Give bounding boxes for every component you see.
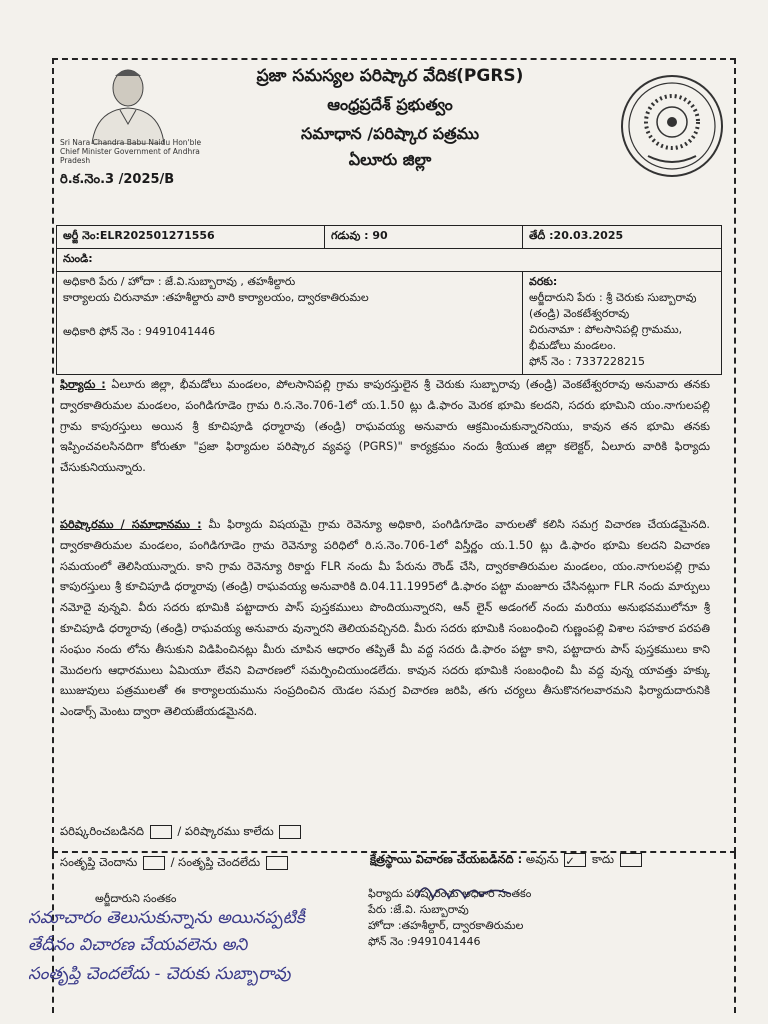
not-resolved-checkbox[interactable]: [279, 825, 301, 839]
handwritten-line-1: సమాచారం తెలుసుకున్నాను అయినప్పటికీ: [28, 908, 305, 928]
petitioner-name: అర్జీదారుని పేరు : శ్రీ చెరుకు సుబ్బారావు (తండ్రి) వెంకటేశ్వరరావు: [529, 291, 697, 320]
resolution-status-row: [60, 824, 303, 841]
complaint-paragraph: [60, 375, 710, 479]
government-seal: [618, 72, 726, 180]
resolution-text: మీ ఫిర్యాదు విషయమై గ్రామ రెవెన్యూ అధికారి, పంగిడిగూడెం వారులతో కలిసి సమగ్ర విచారణ చేయడమైనది. ద్వారకాతిరుమల మండలం, పంగిడిగూడెం గ్రామ రెవెన్యూ పరిధిలో రి.స.నెం.706-1లో విస్తీర్ణం య.1.50 ట్లు డి.ఫారం భూమి కలదని విచారణ సమయంలో తెలిసియున్నారు. కాని గ్రామ రెవెన్యూ రికార్డు FLR నందు మీ పేరును రౌండ్ చేసి, ద్వారకాతిరుమల మండలం, యం.నాగులపల్లి గ్రామ కాపురస్తులు శ్రీ కూచిపూడి ధర్మారావు (తండ్రి) రాఘవయ్య అనువారికి ది.04.11.1995లో డి.ఫారం పట్టా మంజూరు చేసినట్లుగా FLR నందు మార్పులు నమోదై వున్నవి. వీరు సదరు భూమికి పట్టాదారు పాస్ పుస్తకములు పొందియున్నారని, ఆన్ లైన్ అడంగల్ నందు మరియు అనుభవములోనూ శ్రీ కూచిపూడి ధర్మారావు (తండ్రి) రాఘవయ్య అనువారు వున్నారని తెలియవచ్చినది. మీరు సదరు భూమికి సంబంధించి గుణ్ణంపల్లి విశాల సహకార పరపతి సంఘం నందు లోను తీసుకుని విడిపించినట్లు మీరు చూపిన ఆధారం తప్పితే మీ వద్ద సదరు డి.ఫారం పట్టా కాని, పట్టాదారు పాస్ పుస్తకములు కాని మొదలగు ఆధారములు ఏమియూ లేవని విచారణలో సమర్పించియుండలేదు. కావున సదరు భూమికి సంబంధించి మీ వద్ద వున్న యావత్తు హక్కు ఋజువులు పత్రములతో ఈ కార్యాలయమును సంప్రదించిన యెడల సమగ్ర విచారణ జరిపి, తగు చర్యలు తీసుకొనగలవారమని ఫిర్యాదుదారునికి ఎండార్స్ మెంటు ద్వారా తెలియజేయడమైనది.: [60, 518, 710, 719]
satisfied-label: సంతృప్తి చెందాను: [60, 855, 138, 869]
petition-number: అర్జీ నెం:ELR202501271556: [57, 226, 325, 249]
reference-number: రి.క.నెం.3 /2025/B: [60, 172, 175, 187]
officer-sig-designation: హోదా :తహశీల్దార్, ద్వారకాతిరుమల: [368, 919, 524, 932]
petitioner-phone: ఫోన్ నెం : 7337228215: [529, 355, 646, 368]
cm-caption: Sri Nara Chandra Babu Naidu Hon'ble Chief Minister Government of Andhra Pradesh: [60, 138, 202, 165]
officer-signature-label: ఫిర్యాదు పరిష్కరించు అధికారి సంతకం: [368, 887, 532, 900]
no-label: కాదు: [591, 852, 615, 866]
yes-checkbox[interactable]: ✓: [564, 853, 586, 867]
header-document-type: సమాధాన /పరిష్కార పత్రము: [300, 124, 480, 143]
yes-label: అవును: [525, 852, 559, 866]
date: తేదీ :20.03.2025: [523, 226, 722, 249]
office-address: కార్యాలయ చిరునామా :తహశీల్దారు వారి కార్యాలయం, ద్వారకాతిరుమల: [63, 291, 369, 304]
officer-sig-phone: ఫోన్ నెం :9491041446: [368, 935, 481, 948]
header-district: ఏలూరు జిల్లా: [348, 150, 432, 169]
handwritten-line-2: తేదీనం విచారణ చేయవలెను అని: [28, 935, 248, 955]
applicant-signature-label: అర్జీదారుని సంతకం: [95, 892, 177, 905]
complaint-label: ఫిర్యాదు :: [60, 378, 106, 391]
officer-name: అధికారి పేరు / హోదా : జే.వి.సుబ్బారావు , తహశీల్దారు: [63, 275, 296, 288]
no-checkbox[interactable]: [620, 853, 642, 867]
resolution-paragraph: [60, 515, 710, 723]
handwritten-line-3: సంతృప్తి చెందలేదు - చెరుకు సుబ్బారావు: [28, 964, 291, 984]
field-inquiry-row: [370, 852, 644, 869]
field-inquiry-label: క్షేత్రస్థాయి విచారణ చేయబడినది :: [370, 852, 523, 866]
petitioner-address: చిరునామా : పోలసానిపల్లి గ్రామము, భీమడోలు మండలం.: [529, 323, 683, 352]
to-label: వరకు:: [529, 275, 558, 288]
not-satisfied-checkbox[interactable]: [266, 856, 288, 870]
from-label: నుండి:: [57, 249, 722, 272]
resolved-checkbox[interactable]: [150, 825, 172, 839]
satisfaction-row: [60, 855, 290, 872]
not-resolved-label: / పరిష్కారము కాలేదు: [177, 824, 274, 838]
satisfied-checkbox[interactable]: [143, 856, 165, 870]
complaint-text: ఏలూరు జిల్లా, భీమడోలు మండలం, పోలసానిపల్లి గ్రామ కాపురస్తులైన శ్రీ చెరుకు సుబ్బారావు (తండ్రి) వెంకటేశ్వరరావు అనువారు తనకు ద్వారకాతిరుమల మండలం, పంగిడిగూడెం గ్రామ రి.స.నెం.706-1లో య.1.50 ట్లు డి.ఫారం మెరక భూమి కలదని, సదరు భూమిని యం.నాగులపల్లి గ్రామ కాపురస్తులు అయిన శ్రీ కూచిపూడి ధర్మారావు (తండ్రి) రాఘవయ్య అనువారు ఆక్రమించుకున్నారనియు, కావున తన భూమి తనకు ఇప్పించవలసినదిగా కోరుతూ "ప్రజా ఫిర్యాదుల పరిష్కార వ్యవస్థ (PGRS)" కార్యక్రమం నందు శ్రీయుత జిల్లా కలెక్టర్, ఏలూరు వారికి ఫిర్యాదు చేసుకునియున్నారు.: [60, 378, 710, 475]
not-satisfied-label: / సంతృప్తి చెందలేదు: [170, 855, 261, 869]
officer-sig-name: పేరు :జే.వి. సుబ్బారావు: [368, 903, 469, 916]
deadline: గడువు : 90: [325, 226, 523, 249]
resolution-label: పరిష్కారము / సమాధానము :: [60, 518, 202, 531]
officer-signature-scribble: [415, 876, 515, 906]
header-title: ప్రజా సమస్యల పరిష్కార వేదిక(PGRS): [256, 66, 524, 86]
petition-details-table: [56, 225, 722, 375]
chief-minister-portrait: [82, 62, 174, 144]
resolved-label: పరిష్కరించబడినది: [60, 824, 145, 838]
header-government: ఆంధ్రప్రదేశ్ ప్రభుత్వం: [327, 95, 453, 114]
officer-phone: అధికారి ఫోన్ నెం : 9491041446: [63, 325, 216, 338]
